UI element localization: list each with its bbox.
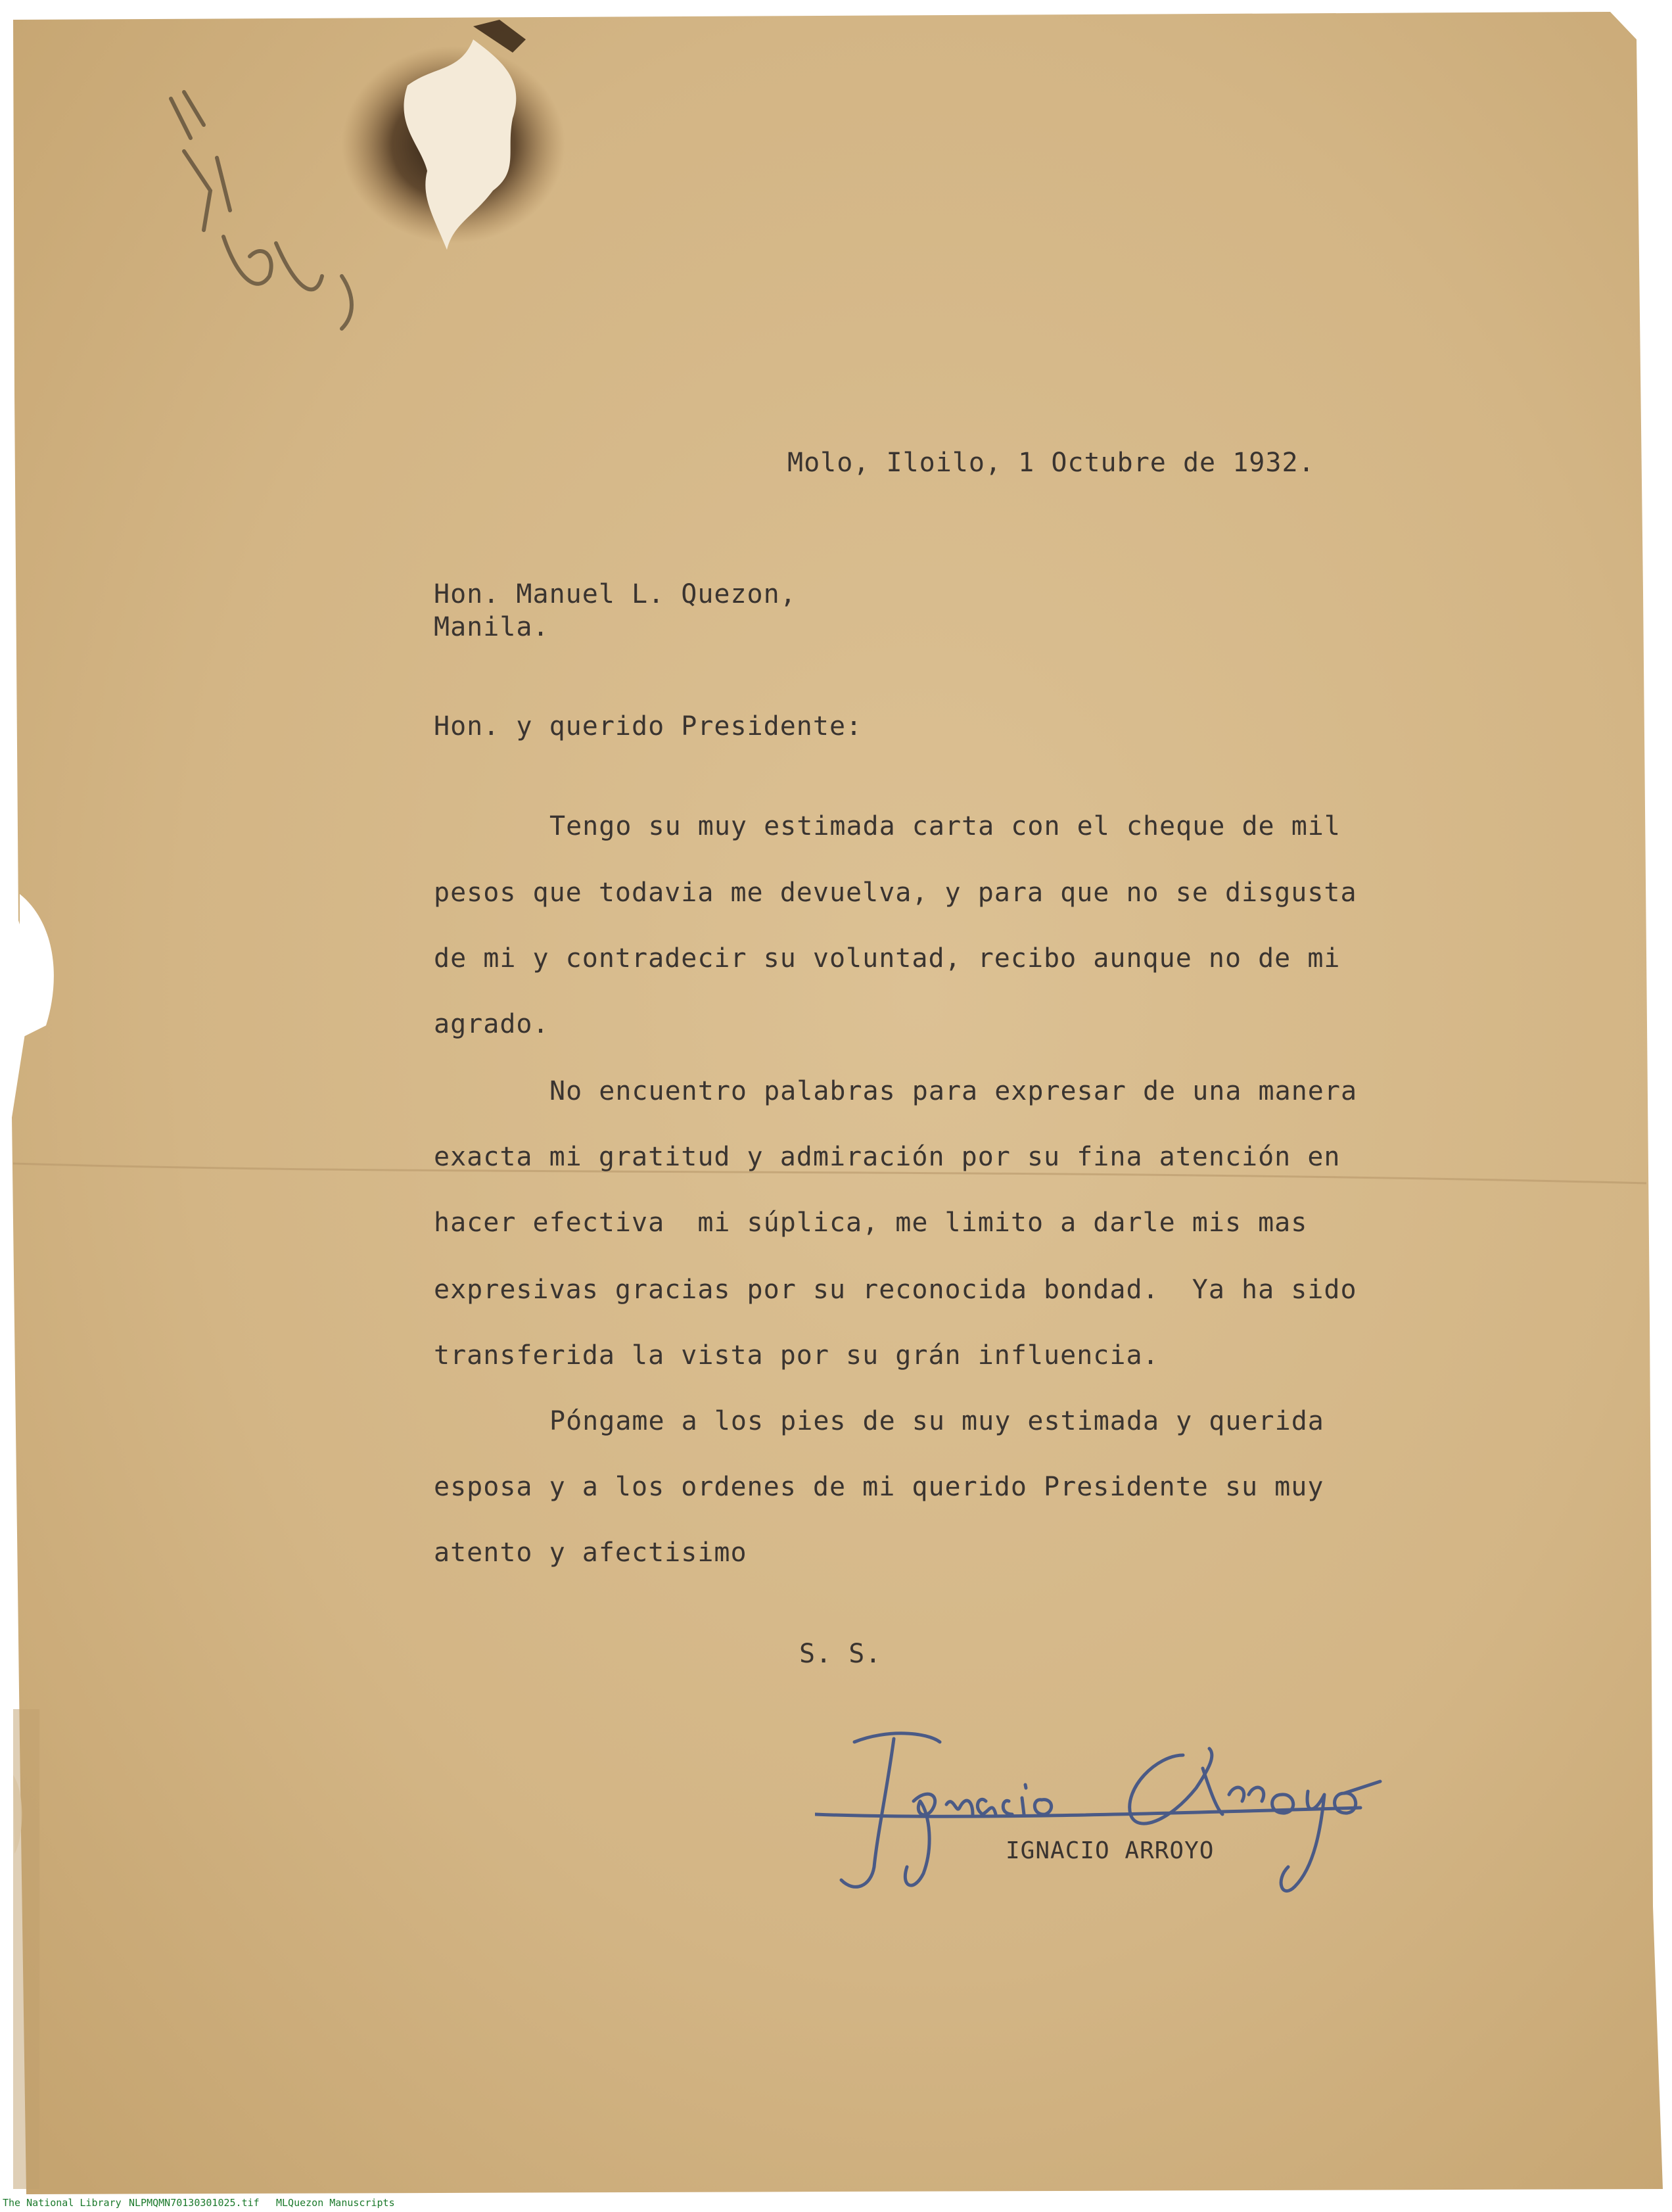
body-line: hacer efectiva mi súplica, me limito a darle mis mas (434, 1208, 1308, 1238)
stamp-mark (145, 79, 381, 342)
body-line: agrado. (434, 1009, 549, 1039)
recipient-name: Hon. Manuel L. Quezon, (434, 579, 797, 609)
body-line: Póngame a los pies de su muy estimada y querida (549, 1406, 1324, 1436)
typed-signatory-name: IGNACIO ARROYO (1006, 1837, 1215, 1864)
body-line: esposa y a los ordenes de mi querido Presidente su muy (434, 1472, 1324, 1502)
body-line: atento y afectisimo (434, 1538, 747, 1568)
body-line: exacta mi gratitud y admiración por su fina atención en (434, 1142, 1341, 1172)
handwritten-signature (815, 1716, 1459, 1900)
dateline: Molo, Iloilo, 1 Octubre de 1932. (787, 448, 1315, 478)
closing: S. S. (799, 1639, 882, 1669)
body-line: Tengo su muy estimada carta con el cheque de mil (549, 811, 1341, 841)
body-line: de mi y contradecir su voluntad, recibo aunque no de mi (434, 943, 1341, 974)
footer-collection: MLQuezon Manuscripts (276, 2197, 395, 2209)
footer-institution: The National Library (3, 2197, 122, 2209)
body-line: No encuentro palabras para expresar de una manera (549, 1076, 1358, 1106)
salutation: Hon. y querido Presidente: (434, 711, 863, 741)
footer-filename: NLPMQMN70130301025.tif (129, 2197, 260, 2209)
recipient-city: Manila. (434, 612, 549, 642)
body-line: pesos que todavia me devuelva, y para que no se disgusta (434, 878, 1357, 908)
body-line: transferida la vista por su grán influencia. (434, 1340, 1159, 1371)
body-line: expresivas gracias por su reconocida bondad. Ya ha sido (434, 1275, 1357, 1305)
